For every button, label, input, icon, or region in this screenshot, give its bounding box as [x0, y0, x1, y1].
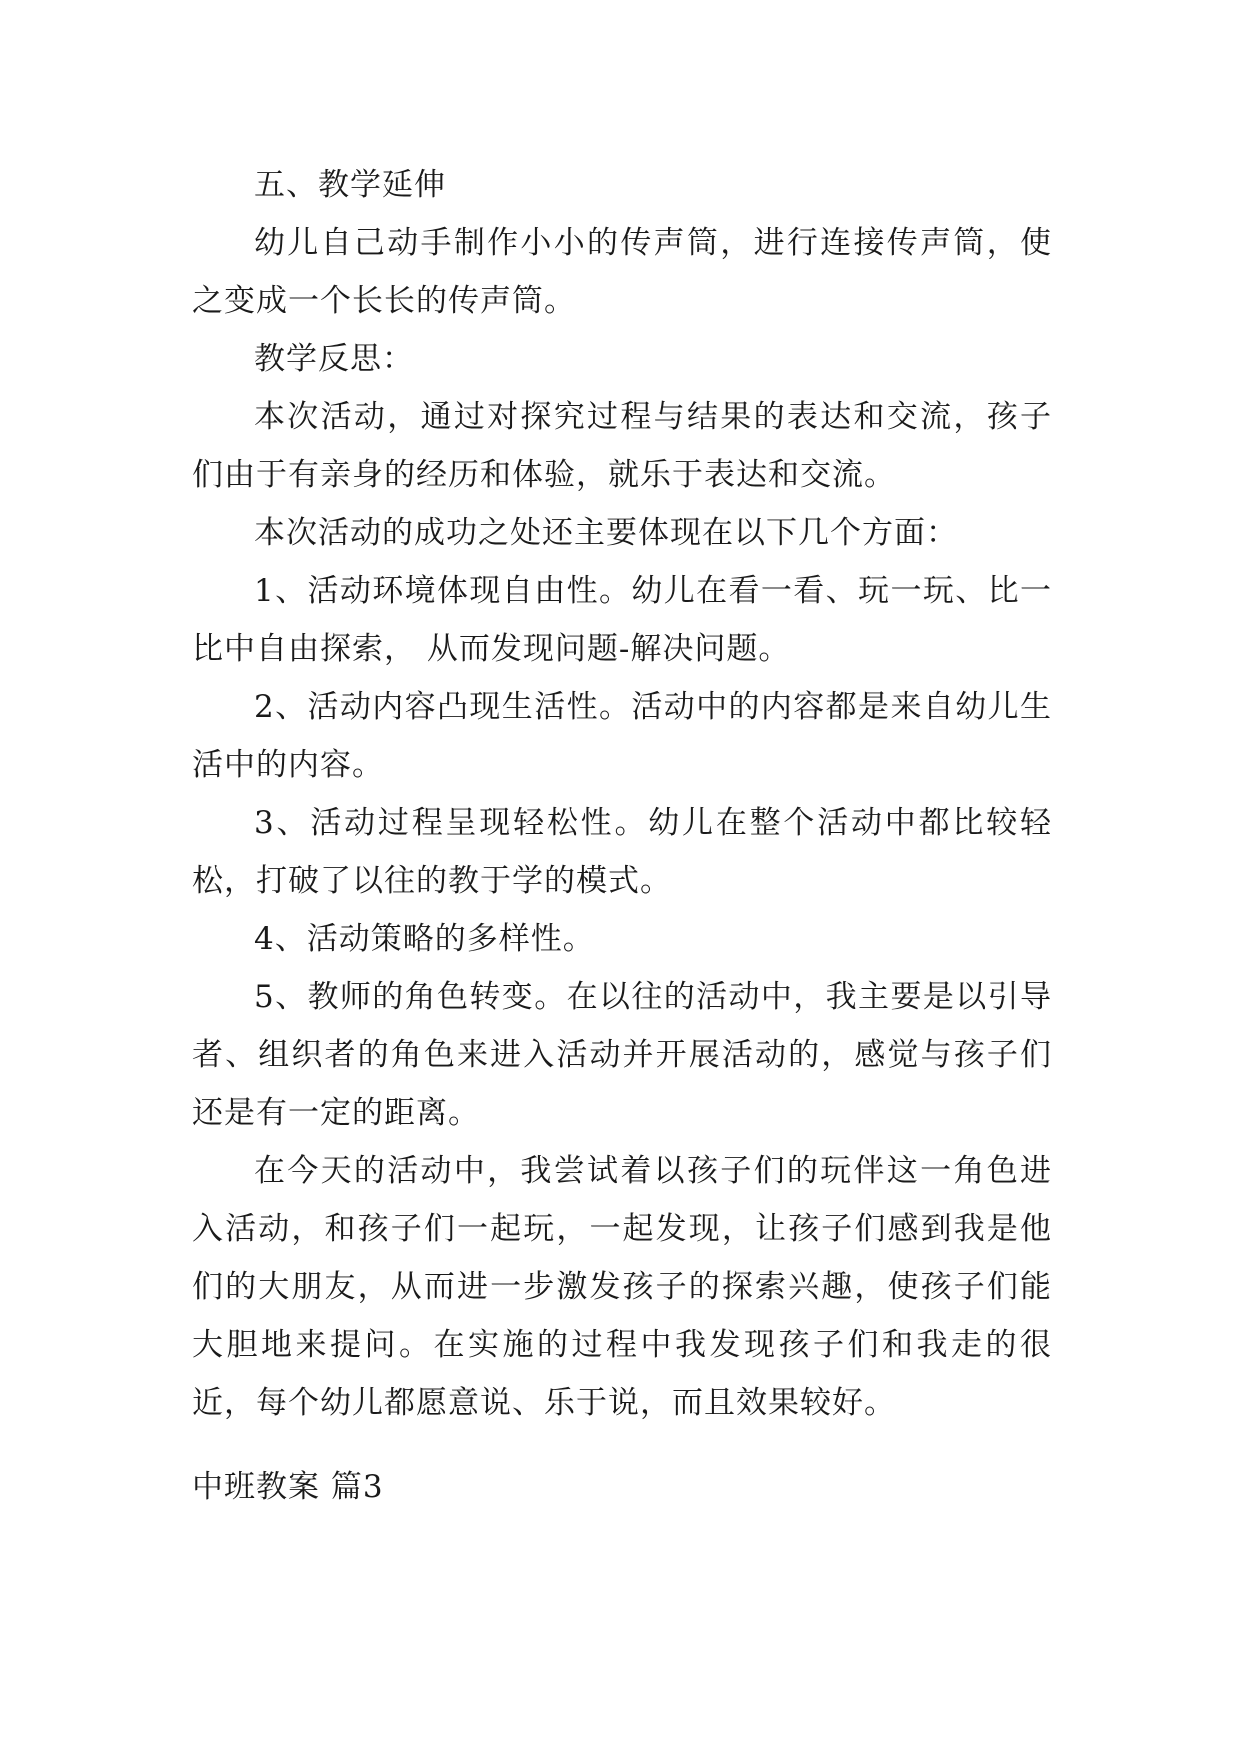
list-item-1: 1、活动环境体现自由性。幼儿在看一看、玩一玩、比一比中自由探索， 从而发现问题-解决问题。 [192, 573, 1052, 667]
next-section-title: 中班教案 篇3 [192, 1469, 384, 1505]
document-body [192, 156, 1052, 1432]
paragraph-reflection-summary: 本次活动，通过对探究过程与结果的表达和交流，孩子们由于有亲身的经历和体验，就乐于表达和交流。 [192, 399, 1052, 493]
list-item-2: 2、活动内容凸现生活性。活动中的内容都是来自幼儿生活中的内容。 [192, 689, 1052, 783]
list-item-5: 5、教师的角色转变。在以往的活动中，我主要是以引导者、组织者的角色来进入活动并开展活动的，感觉与孩子们还是有一定的距离。 [192, 979, 1052, 1131]
list-item-3: 3、活动过程呈现轻松性。幼儿在整个活动中都比较轻松，打破了以往的教于学的模式。 [192, 805, 1052, 899]
section-heading-teaching-reflection: 教学反思： [254, 341, 414, 377]
paragraph-success-intro: 本次活动的成功之处还主要体现在以下几个方面： [254, 515, 958, 551]
paragraph-today-activity: 在今天的活动中，我尝试着以孩子们的玩伴这一角色进入活动，和孩子们一起玩，一起发现，让孩子们感到我是他们的大朋友，从而进一步激发孩子的探索兴趣，使孩子们能大胆地来提问。在实施的过程中我发现孩子们和我走的很近，每个幼儿都愿意说、乐于说，而且效果较好。 [192, 1153, 1052, 1421]
paragraph-extension-activity: 幼儿自己动手制作小小的传声筒，进行连接传声筒，使之变成一个长长的传声筒。 [192, 225, 1052, 319]
section-heading-teaching-extension: 五、教学延伸 [254, 167, 446, 203]
list-item-4: 4、活动策略的多样性。 [254, 921, 595, 957]
